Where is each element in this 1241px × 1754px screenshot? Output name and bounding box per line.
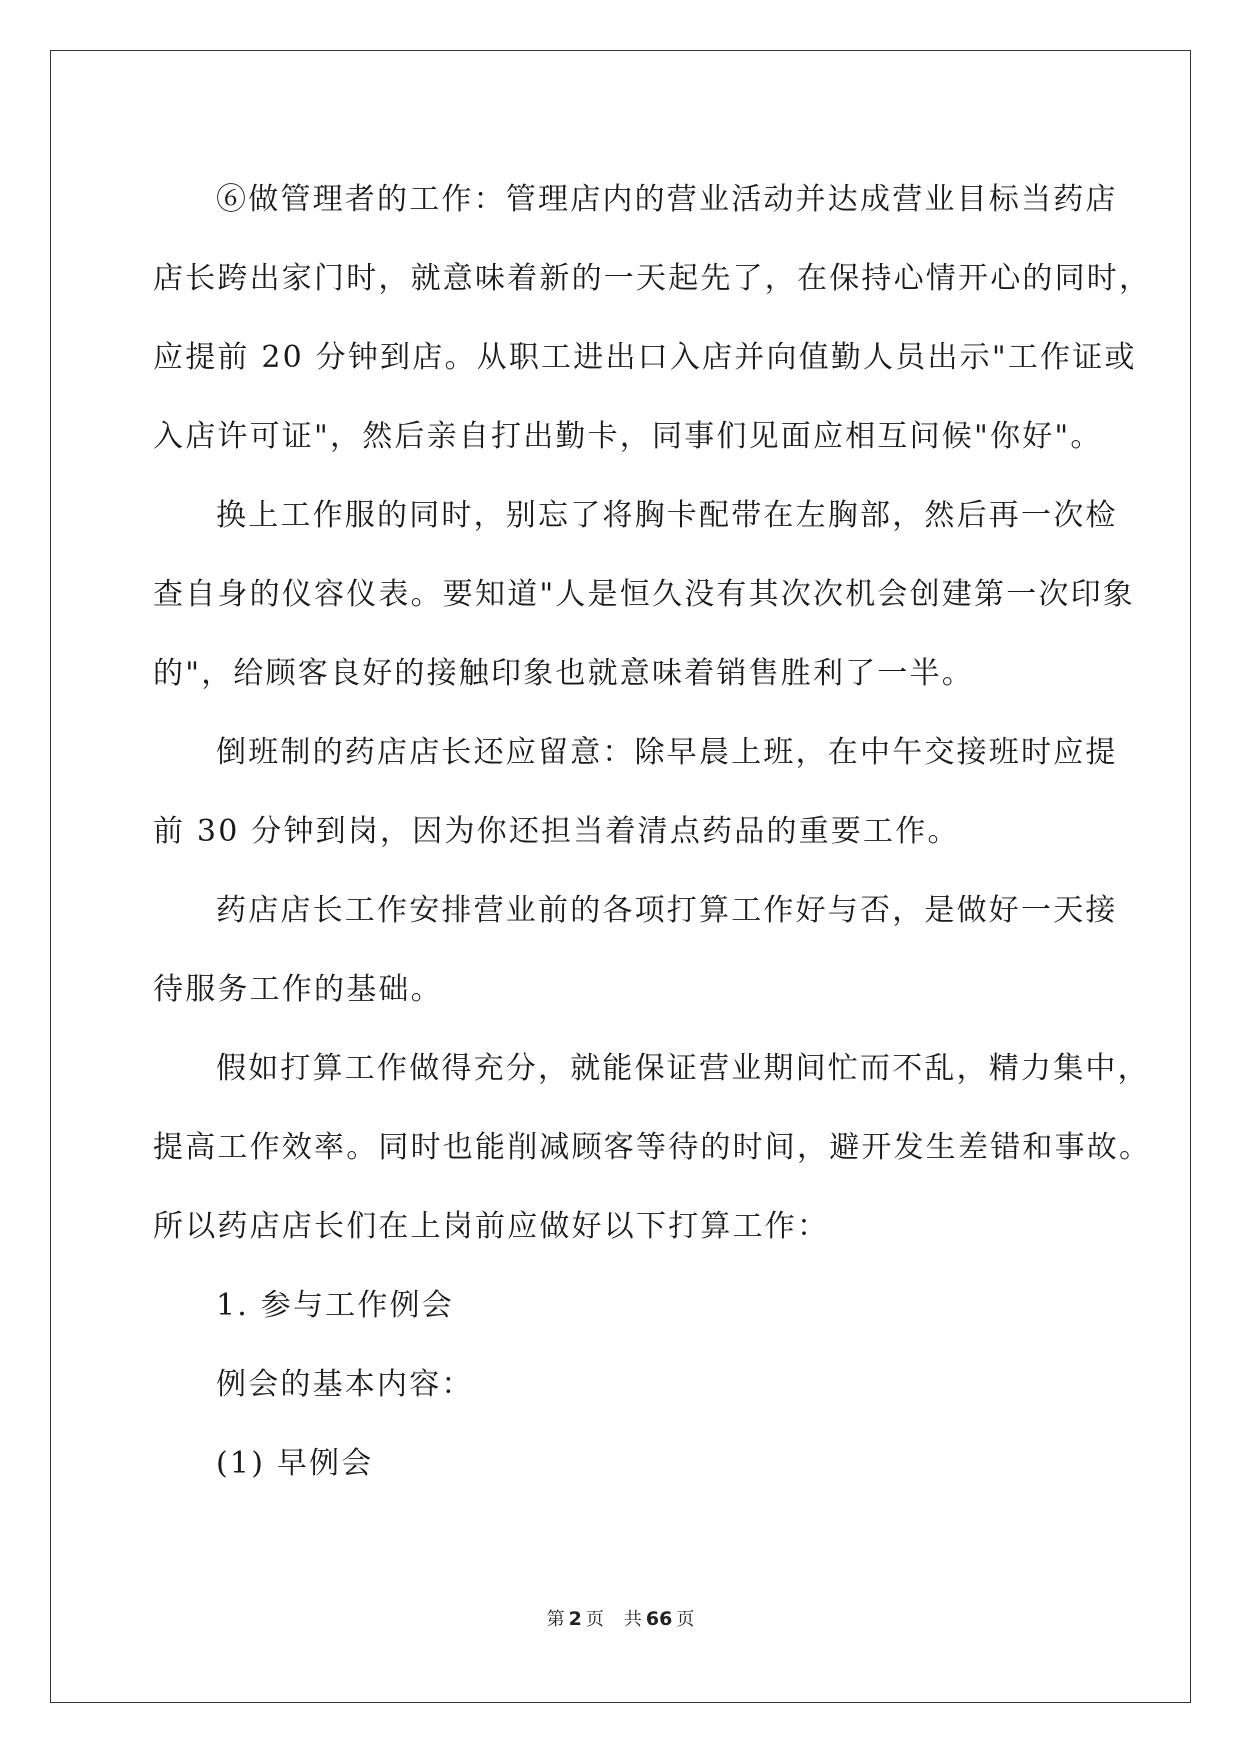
footer-total-suffix: 页 bbox=[676, 1609, 695, 1630]
text-line: 例会的基本内容： bbox=[216, 1367, 474, 1402]
text-line: 换上工作服的同时，别忘了将胸卡配带在左胸部，然后再一次检 bbox=[216, 498, 1118, 533]
document-body bbox=[153, 160, 1152, 1503]
section-heading: 1. 参与工作例会 bbox=[216, 1288, 454, 1323]
text-line: 查自身的仪容仪表。要知道"人是恒久没有其次次机会创建第一次印象 bbox=[153, 577, 1135, 612]
footer-page-suffix: 页 bbox=[585, 1609, 604, 1630]
list-item: (1) 早例会 bbox=[216, 1446, 374, 1481]
text-line: ⑥做管理者的工作：管理店内的营业活动并达成营业目标当药店 bbox=[216, 182, 1118, 217]
text-line: 所以药店店长们在上岗前应做好以下打算工作： bbox=[153, 1209, 830, 1244]
text-line: 药店店长工作安排营业前的各项打算工作好与否，是做好一天接 bbox=[216, 893, 1118, 928]
total-page-count: 66 bbox=[645, 1608, 673, 1630]
text-line: 待服务工作的基础。 bbox=[153, 972, 443, 1007]
footer-prefix: 第 bbox=[546, 1609, 565, 1630]
footer-total-prefix: 共 bbox=[623, 1609, 642, 1630]
page-number-footer bbox=[0, 1607, 1241, 1632]
text-line: 应提前 20 分钟到店。从职工进出口入店并向值勤人员出示"工作证或 bbox=[153, 340, 1137, 375]
text-line: 的"，给顾客良好的接触印象也就意味着销售胜利了一半。 bbox=[153, 656, 974, 691]
text-line: 店长跨出家门时，就意味着新的一天起先了，在保持心情开心的同时， bbox=[153, 261, 1152, 296]
text-line: 前 30 分钟到岗，因为你还担当着清点药品的重要工作。 bbox=[153, 814, 960, 849]
current-page-number: 2 bbox=[568, 1608, 582, 1630]
text-line: 倒班制的药店店长还应留意：除早晨上班，在中午交接班时应提 bbox=[216, 735, 1118, 770]
text-line: 假如打算工作做得充分，就能保证营业期间忙而不乱，精力集中， bbox=[216, 1051, 1150, 1086]
text-line: 入店许可证"，然后亲自打出勤卡，同事们见面应相互问候"你好"。 bbox=[153, 419, 1103, 454]
text-line: 提高工作效率。同时也能削减顾客等待的时间，避开发生差错和事故。 bbox=[153, 1130, 1152, 1165]
